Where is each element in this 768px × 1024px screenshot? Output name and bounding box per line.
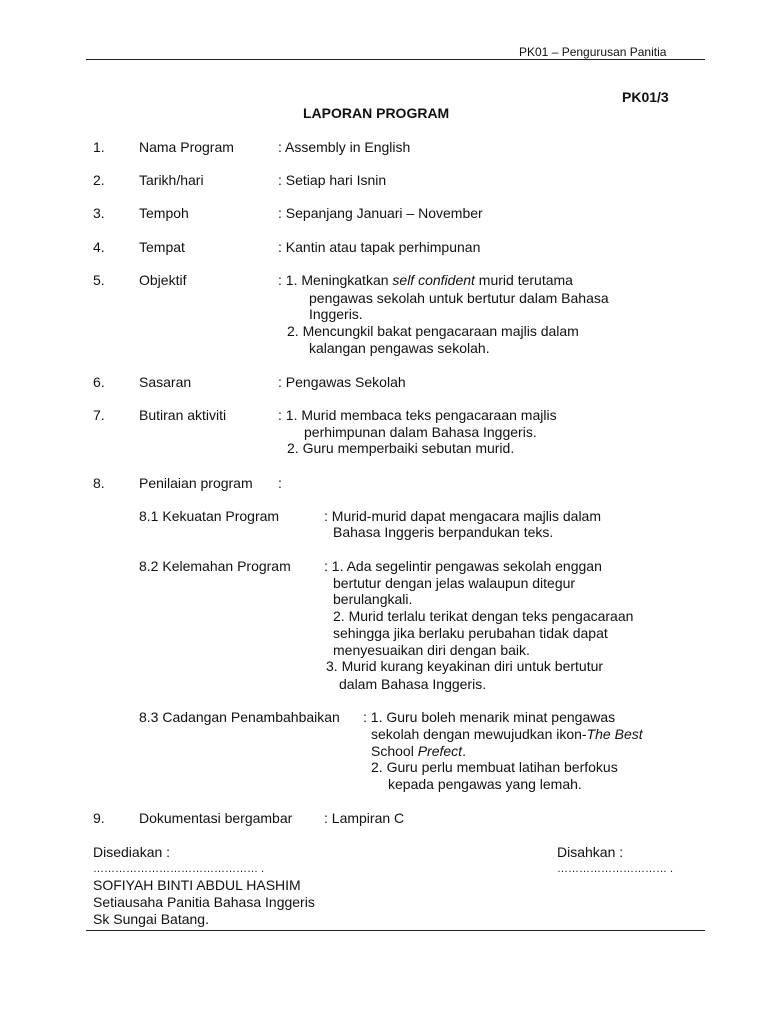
objective-line-1: : 1. Meningkatkan self confident murid terutama [278,272,573,288]
prepared-by-label: Disediakan : [93,844,171,860]
item-value: : Setiap hari Isnin [278,172,387,188]
item-label: Nama Program [139,139,234,155]
item-number: 6. [93,374,105,390]
item-label: Sasaran [139,374,192,390]
strength-line-1: : Murid-murid dapat mengacara majlis dalam [324,508,601,524]
preparer-position: Setiausaha Panitia Bahasa Inggeris [93,894,315,910]
item-number: 8. [93,475,105,491]
strength-line-2: Bahasa Inggeris berpandukan teks. [333,524,554,540]
weakness-line-3: berulangkali. [333,591,413,607]
item-value: : Sepanjang Januari – November [278,205,483,221]
verified-by-label: Disahkan : [557,844,624,860]
preparer-school: Sk Sungai Batang. [93,911,209,927]
item-number: 3. [93,205,105,221]
preparer-name: SOFIYAH BINTI ABDUL HASHIM [93,877,301,893]
objective-line-2: pengawas sekolah untuk bertutur dalam Bahasa [309,290,609,306]
item-label: Tarikh/hari [139,172,204,188]
activity-line-3: 2. Guru memperbaiki sebutan murid. [287,440,515,456]
weakness-line-4: 2. Murid terlalu terikat dengan teks pengacaraan [333,608,634,624]
document-code: PK01/3 [622,89,669,105]
item-number: 9. [93,810,105,826]
item-value: : Lampiran C [324,810,405,826]
footer-rule [86,930,705,931]
document-title: LAPORAN PROGRAM [303,105,450,121]
item-number: 1. [93,139,105,155]
weakness-line-6: menyesuaikan diri dengan baik. [333,642,530,658]
item-value: : Assembly in English [278,139,411,155]
weakness-line-7: 3. Murid kurang keyakinan diri untuk bertutur [326,658,604,674]
objective-line-3: Inggeris. [309,306,363,322]
activity-line-1: : 1. Murid membaca teks pengacaraan majlis [278,407,557,423]
strength-label: 8.1 Kekuatan Program [139,508,280,524]
item-number: 5. [93,272,105,288]
suggestion-line-2: sekolah dengan mewujudkan ikon-The Best [371,726,643,742]
item-label: Dokumentasi bergambar [139,810,293,826]
weakness-line-5: sehingga jika berlaku perubahan tidak dapat [333,625,608,641]
weakness-line-2: bertutur dengan jelas walaupun ditegur [333,575,576,591]
item-label: Tempat [139,239,185,255]
item-label: Objektif [139,272,187,288]
suggestion-line-3: School Prefect. [371,743,466,759]
suggestion-line-4: 2. Guru perlu membuat latihan berfokus [371,759,618,775]
item-value: : Pengawas Sekolah [278,374,406,390]
item-number: 7. [93,407,105,423]
item-value: : Kantin atau tapak perhimpunan [278,239,481,255]
suggestion-line-5: kepada pengawas yang lemah. [388,776,582,792]
activity-line-2: perhimpunan dalam Bahasa Inggeris. [304,424,537,440]
header-rule [86,59,705,60]
item-number: 4. [93,239,105,255]
item-value: : [278,475,282,491]
weakness-line-8: dalam Bahasa Inggeris. [339,676,487,692]
page-header: PK01 – Pengurusan Panitia [519,45,667,59]
item-label: Butiran aktiviti [139,407,227,423]
item-number: 2. [93,172,105,188]
item-label: Penilaian program [139,475,253,491]
objective-line-4: 2. Mencungkil bakat pengacaraan majlis dalam [287,323,579,339]
weakness-line-1: : 1. Ada segelintir pengawas sekolah enggan [324,558,602,574]
objective-line-5: kalangan pengawas sekolah. [309,340,490,356]
suggestion-label: 8.3 Cadangan Penambahbaikan [139,709,340,725]
item-label: Tempoh [139,205,189,221]
prepared-signature-line: ……………………………………… . [93,863,265,875]
verified-signature-line: ………………………… . [557,863,674,875]
suggestion-line-1: : 1. Guru boleh menarik minat pengawas [363,709,616,725]
weakness-label: 8.2 Kelemahan Program [139,558,291,574]
